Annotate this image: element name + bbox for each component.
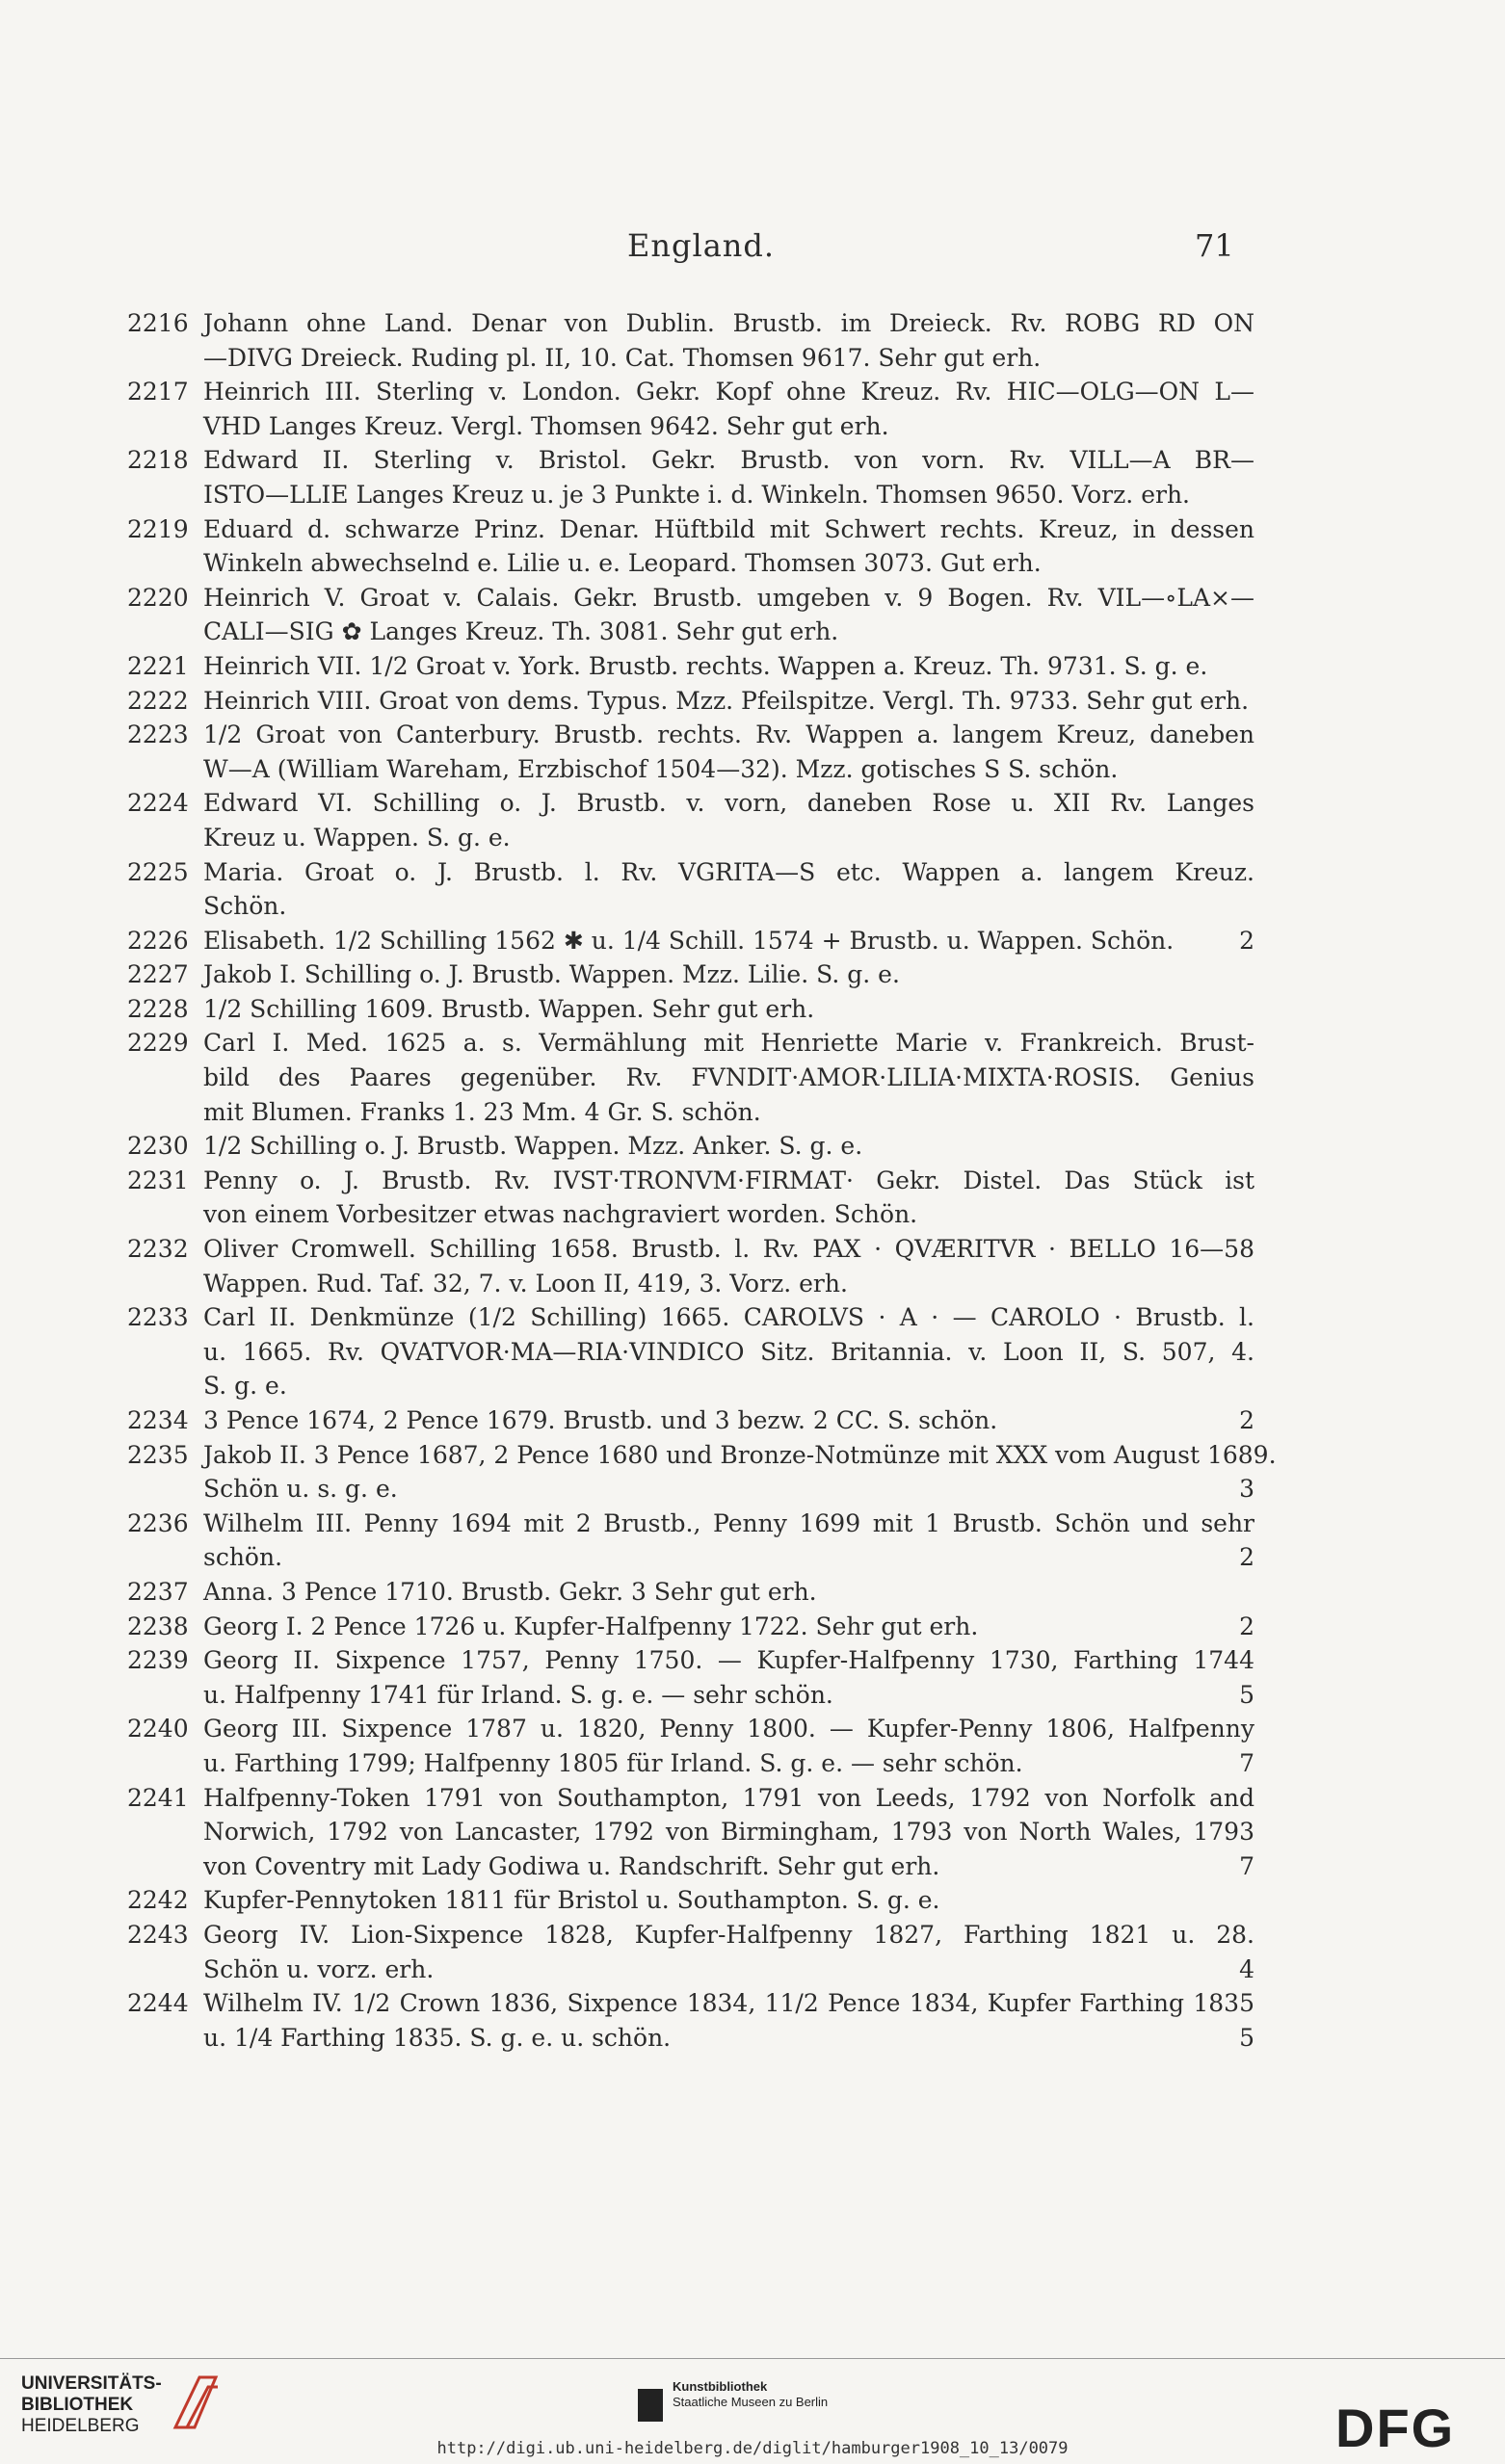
entry-text-line: Wappen. Rud. Taf. 32, 7. v. Loon II, 419, 3. Vorz. erh. [203, 1269, 848, 1298]
entry-text-line: Schön. [203, 892, 287, 921]
catalog-entry [127, 1918, 1254, 1986]
lot-number: 2222 [127, 686, 189, 715]
catalog-entry [127, 786, 1254, 854]
entry-text-line: VHD Langes Kreuz. Vergl. Thomsen 9642. Sehr gut erh. [203, 411, 889, 440]
entry-text-line: W—A (William Wareham, Erzbischof 1504—32). Mzz. gotisches S S. schön. [203, 754, 1119, 783]
catalog-entry [127, 1164, 1254, 1232]
entry-text-line: Wilhelm IV. 1/2 Crown 1836, Sixpence 1834, 11/2 Pence 1834, Kupfer Farthing 1835 [203, 1989, 1254, 2018]
entry-text-line: Schön u. s. g. e. [203, 1475, 398, 1504]
lot-number: 2228 [127, 994, 189, 1023]
lot-quantity: 2 [1239, 1543, 1254, 1572]
entry-text-line: Winkeln abwechselnd e. Lilie u. e. Leopard. Thomsen 3073. Gut erh. [203, 549, 1042, 578]
catalog-entry [127, 1643, 1254, 1712]
entry-text-line: Kreuz u. Wappen. S. g. e. [203, 823, 511, 852]
lot-quantity: 2 [1239, 1612, 1254, 1640]
lot-quantity: 7 [1239, 1748, 1254, 1777]
catalog-list [127, 306, 1277, 2055]
entry-text-line: u. Halfpenny 1741 für Irland. S. g. e. — sehr schön. [203, 1680, 833, 1709]
entry-text-line: Halfpenny-Token 1791 von Southampton, 1791 von Leeds, 1792 von Norfolk and [203, 1783, 1254, 1812]
entry-text-line: Heinrich VII. 1/2 Groat v. York. Brustb. rechts. Wappen a. Kreuz. Th. 9731. S. g. e. [203, 651, 1208, 680]
entry-text-line: Norwich, 1792 von Lancaster, 1792 von Birmingham, 1793 von North Wales, 1793 [203, 1818, 1254, 1847]
entry-text-line: 1/2 Schilling 1609. Brustb. Wappen. Sehr gut erh. [203, 994, 815, 1023]
catalog-entry [127, 1712, 1254, 1780]
lot-number: 2240 [127, 1715, 189, 1743]
lot-number: 2230 [127, 1132, 189, 1161]
catalog-entry [127, 992, 1254, 1027]
lot-number: 2238 [127, 1612, 189, 1640]
entry-text-line: Georg I. 2 Pence 1726 u. Kupfer-Halfpenny 1722. Sehr gut erh. [203, 1612, 979, 1640]
entry-text-line: Oliver Cromwell. Schilling 1658. Brustb. l. Rv. PAX · QVÆRITVR · BELLO 16—58 [203, 1235, 1254, 1264]
lot-number: 2223 [127, 721, 189, 749]
entry-text-line: Schön u. vorz. erh. [203, 1954, 435, 1983]
entry-text-line: u. 1/4 Farthing 1835. S. g. e. u. schön. [203, 2023, 672, 2052]
catalog-entry [127, 1129, 1254, 1164]
entry-text-line: mit Blumen. Franks 1. 23 Mm. 4 Gr. S. schön. [203, 1097, 761, 1126]
catalog-entry [127, 1507, 1254, 1575]
lot-number: 2237 [127, 1577, 189, 1606]
footer-divider [0, 2358, 1505, 2359]
page-header [0, 227, 1505, 275]
lot-number: 2241 [127, 1783, 189, 1812]
lot-number: 2234 [127, 1406, 189, 1434]
entry-text-line: Georg II. Sixpence 1757, Penny 1750. — Kupfer-Halfpenny 1730, Farthing 1744 [203, 1646, 1254, 1675]
kunstbibliothek-name [673, 2379, 828, 2410]
lot-quantity: 7 [1239, 1851, 1254, 1880]
lot-number: 2219 [127, 514, 189, 543]
page-number: 71 [1195, 227, 1234, 264]
lot-number: 2231 [127, 1166, 189, 1194]
lot-number: 2224 [127, 789, 189, 818]
kunstbibliothek-mark-icon [638, 2389, 663, 2422]
university-emblem-icon [166, 2370, 224, 2437]
university-library-logo[interactable] [21, 2373, 214, 2443]
entry-text-line: Georg IV. Lion-Sixpence 1828, Kupfer-Halfpenny 1827, Farthing 1821 u. 28. [203, 1920, 1254, 1949]
entry-text-line: Heinrich III. Sterling v. London. Gekr. Kopf ohne Kreuz. Rv. HIC—OLG—ON L— [203, 378, 1254, 406]
lot-quantity: 4 [1239, 1954, 1254, 1983]
entry-text-line: —DIVG Dreieck. Ruding pl. II, 10. Cat. Thomsen 9617. Sehr gut erh. [203, 343, 1042, 372]
entry-text-line: Carl I. Med. 1625 a. s. Vermählung mit Henriette Marie v. Frankreich. Brust- [203, 1029, 1254, 1058]
lot-number: 2226 [127, 926, 189, 955]
catalog-entry [127, 684, 1254, 719]
entry-text-line: Heinrich VIII. Groat von dems. Typus. Mzz. Pfeilspitze. Vergl. Th. 9733. Sehr gut erh. [203, 686, 1250, 715]
entry-text-line: Maria. Groat o. J. Brustb. l. Rv. VGRITA—S etc. Wappen a. langem Kreuz. [203, 857, 1254, 886]
entry-text-line: Georg III. Sixpence 1787 u. 1820, Penny 1800. — Kupfer-Penny 1806, Halfpenny [203, 1715, 1254, 1743]
catalog-entry [127, 512, 1254, 581]
entry-text-line: 1/2 Schilling o. J. Brustb. Wappen. Mzz. Anker. S. g. e. [203, 1132, 863, 1161]
catalog-entry [127, 1883, 1254, 1918]
entry-text-line: Elisabeth. 1/2 Schilling 1562 ✱ u. 1/4 Schill. 1574 + Brustb. u. Wappen. Schön. [203, 926, 1175, 955]
catalog-entry [127, 924, 1254, 958]
kunstbibliothek-line-2: Staatliche Museen zu Berlin [673, 2395, 829, 2409]
entry-text-line: 1/2 Groat von Canterbury. Brustb. rechts. Rv. Wappen a. langem Kreuz, daneben [203, 721, 1254, 749]
lot-number: 2239 [127, 1646, 189, 1675]
entry-text-line: Edward II. Sterling v. Bristol. Gekr. Brustb. von vorn. Rv. VILL—A BR— [203, 446, 1254, 475]
lot-number: 2216 [127, 309, 189, 337]
catalog-entry [127, 649, 1254, 684]
entry-text-line: Jakob I. Schilling o. J. Brustb. Wappen. Mzz. Lilie. S. g. e. [203, 960, 900, 989]
entry-text-line: Penny o. J. Brustb. Rv. IVST·TRONVM·FIRMAT· Gekr. Distel. Das Stück ist [203, 1166, 1254, 1194]
entry-text-line: CALI—SIG ✿ Langes Kreuz. Th. 3081. Sehr gut erh. [203, 617, 839, 646]
catalog-entry [127, 855, 1254, 924]
lot-number: 2244 [127, 1989, 189, 2018]
lot-number: 2220 [127, 583, 189, 612]
entry-text-line: ISTO—LLIE Langes Kreuz u. je 3 Punkte i. d. Winkeln. Thomsen 9650. Vorz. erh. [203, 480, 1190, 509]
lot-number: 2233 [127, 1303, 189, 1332]
entry-text-line: 3 Pence 1674, 2 Pence 1679. Brustb. und 3 bezw. 2 CC. S. schön. [203, 1406, 998, 1434]
catalog-entry [127, 1781, 1254, 1884]
entry-text-line: schön. [203, 1543, 283, 1572]
page-footer [0, 2358, 1505, 2464]
lot-number: 2243 [127, 1920, 189, 1949]
lot-number: 2217 [127, 378, 189, 406]
lot-quantity: 5 [1239, 1680, 1254, 1709]
catalog-entry [127, 1026, 1254, 1129]
source-url-link[interactable]: http://digi.ub.uni-heidelberg.de/diglit/hamburger1908_10_13/0079 [436, 2439, 1069, 2458]
lot-number: 2229 [127, 1029, 189, 1058]
kunstbibliothek-line-1: Kunstbibliothek [673, 2379, 768, 2394]
lot-number: 2227 [127, 960, 189, 989]
lot-quantity: 5 [1239, 2023, 1254, 2052]
catalog-entry [127, 718, 1254, 786]
entry-text-line: Edward VI. Schilling o. J. Brustb. v. vorn, daneben Rose u. XII Rv. Langes [203, 789, 1254, 818]
page-title: England. [627, 227, 776, 264]
university-line-1: UNIVERSITÄTS- [21, 2373, 162, 2394]
lot-quantity: 2 [1239, 1406, 1254, 1434]
entry-text-line: Eduard d. schwarze Prinz. Denar. Hüftbild mit Schwert rechts. Kreuz, in dessen [203, 514, 1254, 543]
catalog-entry [127, 1610, 1254, 1644]
catalog-entry [127, 443, 1254, 511]
entry-text-line: Johann ohne Land. Denar von Dublin. Brustb. im Dreieck. Rv. ROBG RD ON [203, 309, 1254, 337]
university-line-2: BIBLIOTHEK [21, 2395, 134, 2415]
lot-quantity: 2 [1239, 926, 1254, 955]
entry-text-line: Wilhelm III. Penny 1694 mit 2 Brustb., Penny 1699 mit 1 Brustb. Schön und sehr [203, 1508, 1254, 1537]
lot-number: 2236 [127, 1508, 189, 1537]
university-line-3: HEIDELBERG [21, 2416, 140, 2436]
entry-text-line: Anna. 3 Pence 1710. Brustb. Gekr. 3 Sehr gut erh. [203, 1577, 817, 1606]
entry-text-line: Heinrich V. Groat v. Calais. Gekr. Brustb. umgeben v. 9 Bogen. Rv. VIL—∘LA×— [203, 583, 1254, 612]
kunstbibliothek-logo[interactable] [638, 2375, 888, 2433]
catalog-entry [127, 1403, 1254, 1438]
catalog-entry [127, 1438, 1277, 1507]
lot-number: 2232 [127, 1235, 189, 1264]
entry-text-line: bild des Paares gegenüber. Rv. FVNDIT·AMOR·LILIA·MIXTA·ROSIS. Genius [203, 1063, 1254, 1092]
catalog-entry [127, 1300, 1254, 1403]
lot-number: 2225 [127, 857, 189, 886]
lot-number: 2218 [127, 446, 189, 475]
university-library-name [21, 2373, 162, 2437]
entry-text-line: u. Farthing 1799; Halfpenny 1805 für Irland. S. g. e. — sehr schön. [203, 1748, 1023, 1777]
catalog-entry [127, 1575, 1254, 1610]
dfg-logo[interactable]: DFG [1335, 2398, 1456, 2458]
entry-text-line: Kupfer-Pennytoken 1811 für Bristol u. Southampton. S. g. e. [203, 1886, 940, 1915]
catalog-entry [127, 1232, 1254, 1300]
catalog-entry [127, 581, 1254, 649]
lot-number: 2221 [127, 651, 189, 680]
catalog-entry [127, 1986, 1254, 2055]
catalog-entry [127, 375, 1254, 443]
catalog-entry [127, 306, 1254, 375]
entry-text-line: Jakob II. 3 Pence 1687, 2 Pence 1680 und Bronze-Notmünze mit XXX vom August 1689. [203, 1440, 1277, 1469]
entry-text-line: von Coventry mit Lady Godiwa u. Randschrift. Sehr gut erh. [203, 1851, 940, 1880]
entry-text-line: Carl II. Denkmünze (1/2 Schilling) 1665. CAROLVS · A · — CAROLO · Brustb. l. [203, 1303, 1254, 1332]
entry-text-line: von einem Vorbesitzer etwas nachgraviert worden. Schön. [203, 1200, 918, 1229]
lot-number: 2235 [127, 1440, 189, 1469]
lot-number: 2242 [127, 1886, 189, 1915]
entry-text-line: S. g. e. [203, 1372, 287, 1401]
entry-text-line: u. 1665. Rv. QVATVOR·MA—RIA·VINDICO Sitz. Britannia. v. Loon II, S. 507, 4. [203, 1337, 1254, 1366]
lot-quantity: 3 [1239, 1475, 1254, 1504]
catalog-entry [127, 957, 1254, 992]
